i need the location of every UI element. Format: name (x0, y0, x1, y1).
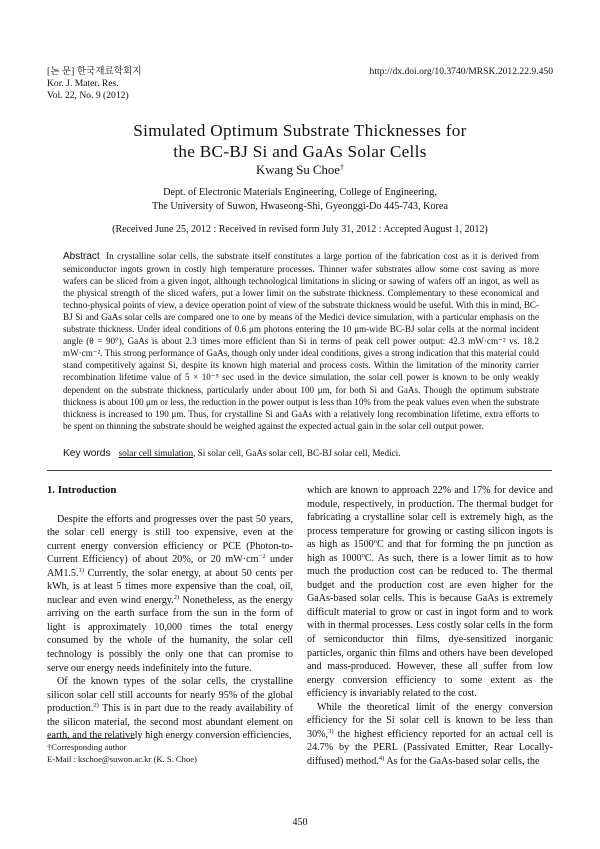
abstract-label: Abstract (63, 251, 100, 262)
text-run: As for the GaAs-based solar cells, the (384, 755, 540, 767)
affiliation-line-1: Dept. of Electronic Materials Engineering, College of Engineering, (163, 187, 437, 198)
keywords-label: Key words (63, 448, 111, 459)
title-line-1: Simulated Optimum Substrate Thicknesses for (133, 121, 467, 140)
volume-issue: Vol. 22, No. 9 (2012) (47, 90, 129, 102)
text-run: Of the known types of the solar cells, the crystalline silicon solar cell still accounts for nearly 95% of the global production. (47, 676, 293, 715)
author-mark: † (339, 163, 344, 172)
text-run: under AM1.5. (47, 554, 294, 579)
intro-paragraph-2 (47, 675, 293, 743)
text-run: C and that for forming the pn junction as high as 1000 (307, 539, 553, 564)
paper-title (40, 120, 560, 162)
text-run: While the theoretical limit of the energy conversion efficiency for the Si solar cell is known to be less than 30%, (307, 701, 553, 740)
keyword-first: solar cell simulation (118, 448, 194, 458)
text-run: Currently, the solar energy, at about 50 cents per kWh, is at least 5 times more expensive than the coal, oil, nuclear and even wind energy. (47, 567, 293, 606)
text-run: Nonetheless, as the energy arriving on the earth surface from the sun in the form of light is approximately 10,000 times the total energy consumed by the whole of the humanity, the solar cell technology is possibly the only one that can promise to serve our energy needs indefinitely into the future. (47, 594, 293, 674)
degree-mark: o (361, 551, 365, 559)
corresponding-author-note: †Corresponding author (47, 742, 127, 752)
section-divider (47, 470, 552, 471)
author (40, 163, 560, 178)
right-column (307, 484, 553, 768)
keywords-rest: , Si solar cell, GaAs solar cell, BC-BJ solar cell, Medici. (193, 448, 401, 458)
reference-mark: 2) (173, 593, 180, 601)
affiliation (40, 186, 560, 215)
text-run: This is in part due to the ready availability of the silicon material, the second most abundant element on earth, and the relatively high energy conversion efficiencies, (47, 703, 293, 742)
reference-mark: 3) (328, 727, 334, 735)
reference-mark: 2) (93, 702, 99, 710)
intro-paragraph-3 (307, 701, 553, 769)
section-title-introduction: 1. Introduction (47, 484, 117, 496)
superscript: −2 (258, 553, 266, 561)
intro-paragraph-2-continued (307, 484, 553, 701)
page-number: 450 (292, 817, 308, 828)
footnote-divider (47, 738, 135, 739)
abstract-text: In crystalline solar cells, the substrate itself constitutes a large portion of the fabrication cost as it is derived from semiconductor ingots grown in costly high temperature processes. Thinner wafer substrates allow some cost saving as more wafers can be sliced from a given ingot, although technological limitations in slicing or sawing of wafers off an ingot, as well as the physical strength of the sliced wafers, put a lower limit on the substrate thickness. Complementary to these economical and techno-physical points of view, a device operation point of view of the substrate thickness would be useful. With this in mind, BC-BJ Si and GaAs solar cells are compared one to one by means of the Medici device simulation, with a particular emphasis on the substrate thickness. Under ideal conditions of 0.6 μm photons entering the 10 μm-wide BC-BJ solar cells at the normal incident angle (θ = 90°), GaAs is about 2.3 times more efficient than Si in terms of peak cell power output: 42.3 mW·cm⁻² vs. 18.2 mW·cm⁻². This strong performance of GaAs, though only under ideal conditions, gives a strong indication that this material could stand competitively against Si, despite its known high material and process costs. Within the limitation of the minority carrier recombination lifetime value of 5 × 10⁻⁵ sec used in the device simulation, the solar cell power is known to be only weakly dependent on the substrate thickness, particularly under about 100 μm, for both Si and GaAs. Though the optimum substrate thickness is about 100 μm or less, the reduction in the power output is less than 10% from the peak values even when the substrate thickness is increased to 190 μm. Thus, for crystalline Si and GaAs with a relatively long recombination lifetime, extra efforts to be spent on thinning the substrate should be weighed against the expected actual gain in the solar cell output power. (63, 251, 539, 431)
reference-mark: 1) (78, 566, 84, 574)
degree-mark: o (373, 538, 377, 546)
author-name: Kwang Su Choe (256, 163, 340, 177)
abstract (63, 250, 539, 432)
affiliation-line-2: The University of Suwon, Hwaseong-Shi, Gyeonggi-Do 445-743, Korea (152, 201, 448, 213)
journal-header (47, 66, 142, 103)
keywords (63, 448, 539, 459)
text-run: the highest efficiency reported for an actual cell is 24.7% by the PERL (Passivated Emitter, Rear Locally-diffused) method. (307, 728, 553, 767)
title-line-2: the BC-BJ Si and GaAs Solar Cells (173, 142, 427, 161)
intro-paragraph-1 (47, 513, 293, 676)
text-run: Despite the efforts and progresses over the past 50 years, the solar cell energy is still too expensive, even at the current energy conversion efficiency or PCE (Photon-to-Current Efficiency) of about 20%, or 20 mW·cm (47, 513, 293, 566)
reference-mark: 4) (378, 754, 385, 762)
journal-korean-name: [논 문] 한국재료학회지 (47, 66, 142, 77)
left-column (47, 484, 293, 743)
received-dates: (Received June 25, 2012 : Received in revised form July 31, 2012 : Accepted August 1, 2012) (112, 224, 488, 235)
author-email: E-Mail : kschoe@suwon.ac.kr (K. S. Choe) (47, 753, 197, 764)
journal-abbreviation: Kor. J. Mater. Res. (47, 78, 119, 90)
footnote (47, 742, 197, 765)
text-run: which are known to approach 22% and 17% for device and module, respectively, in production. The thermal budget for fabricating a crystalline solar cell is extremely high, as the process temperature for growing or casting silicon ingots is as high as 1500 (307, 485, 553, 551)
text-run: C. As such, there is a lower limit as to how much the production cost can be reduced to. The thermal budget and the production cost are even higher for the GaAs-based solar cells. This is because GaAs is extremely difficult material to grow or cast in ingot form and to work with in thermal processes. Less costly solar cells in the form of semiconductor thin films, dye-sensitized inorganic particles, organic thin films and others have been developed and mass-produced. However, these all suffer from low energy conversion efficiency to some extent as the efficiency is invariably related to the cost. (307, 552, 554, 700)
doi-link[interactable]: http://dx.doi.org/10.3740/MRSK.2012.22.9.450 (369, 66, 553, 77)
